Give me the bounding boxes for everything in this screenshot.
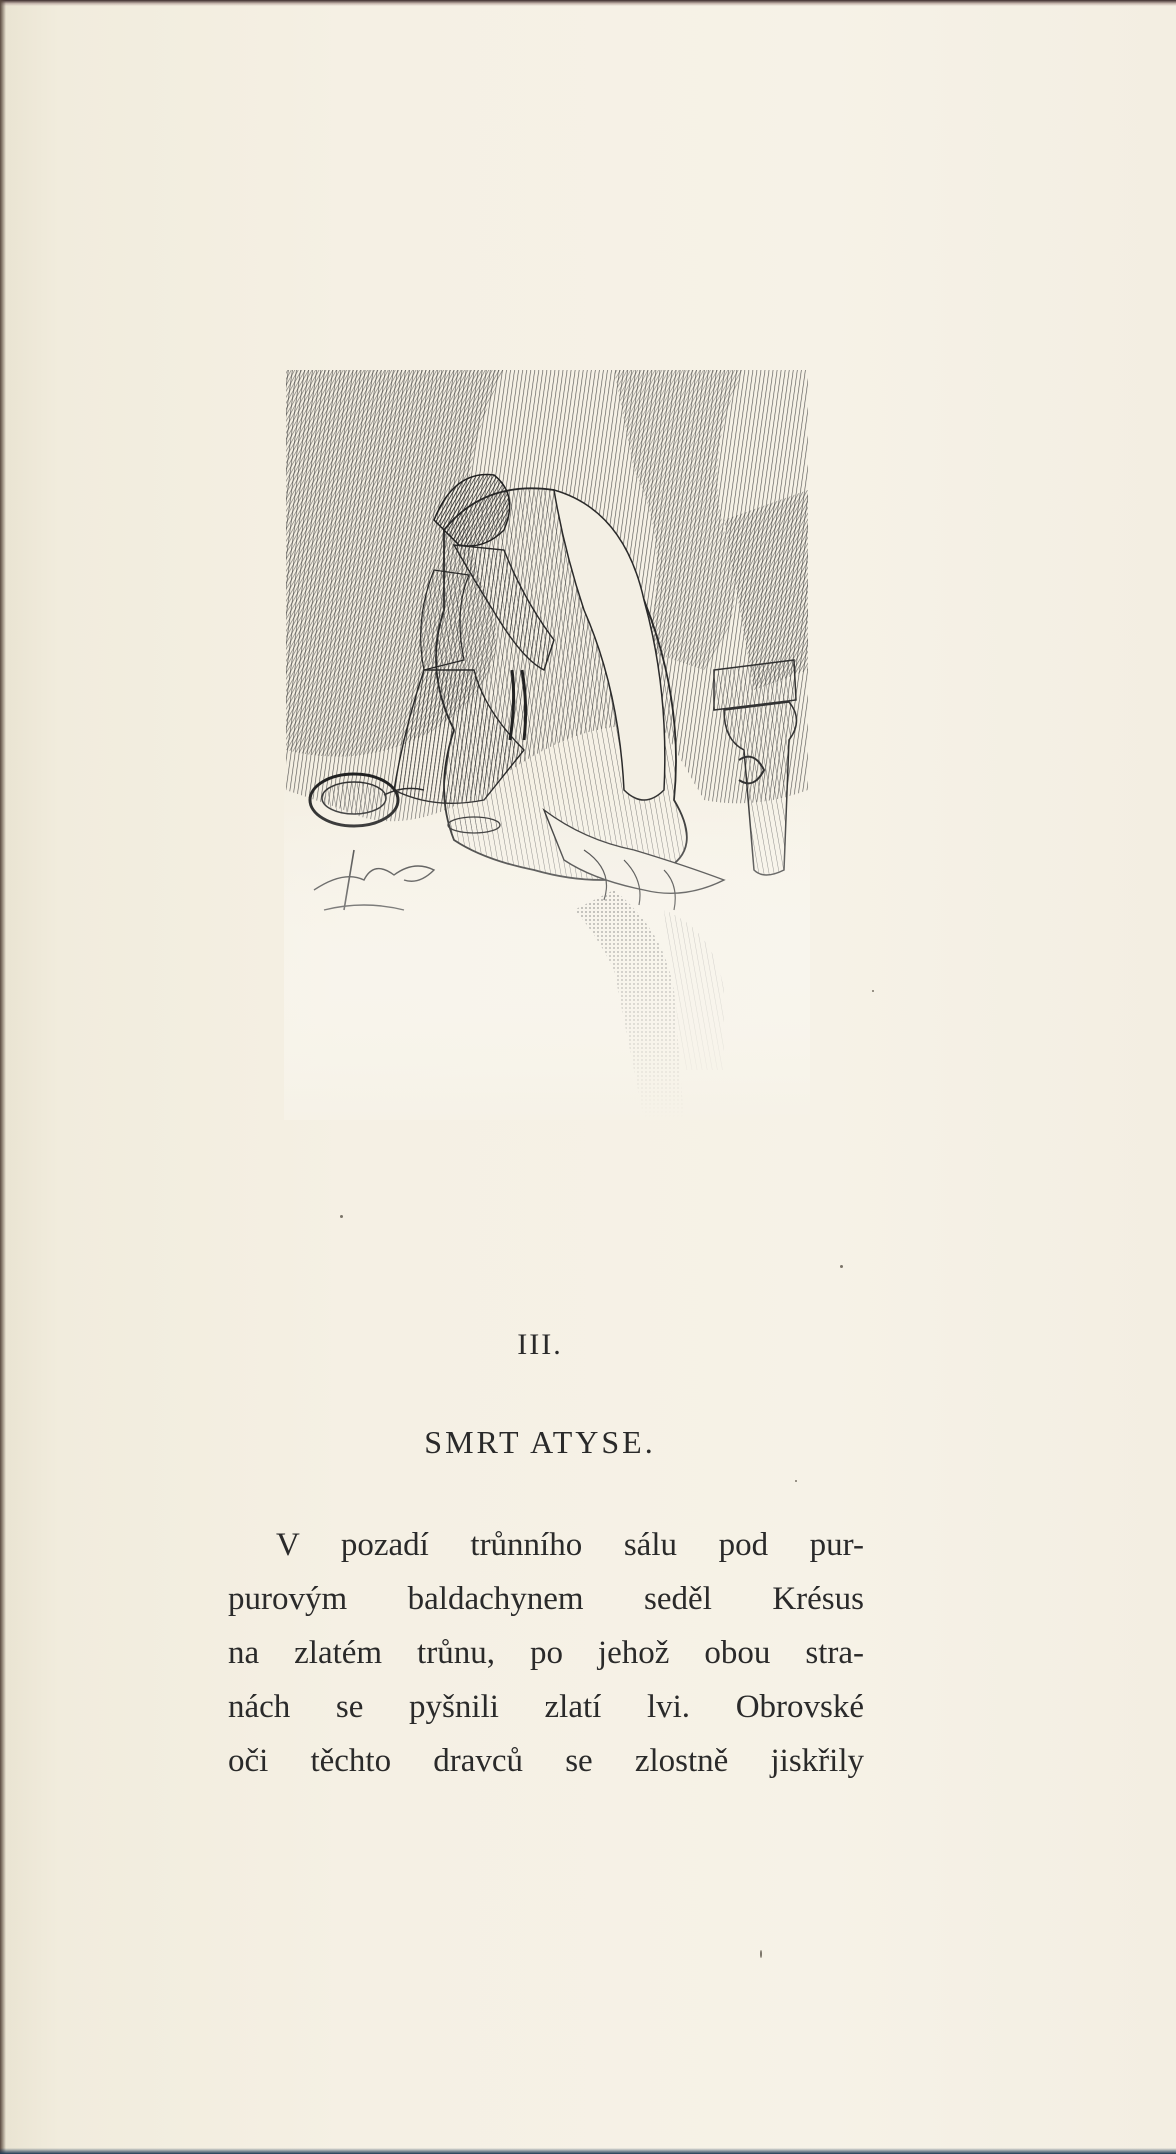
chapter-illustration [284, 370, 810, 1120]
page-edge-top [0, 0, 1176, 6]
grieving-figure-engraving-icon [284, 370, 810, 1120]
paper-speck [340, 1215, 343, 1218]
paper-speck [795, 1480, 797, 1482]
text-line: oči těchto dravců se zlostně jiskřily [228, 1743, 864, 1779]
chapter-body-text [228, 1518, 864, 1788]
text-line: purovým baldachynem seděl Krésus [228, 1581, 864, 1617]
page-edge-left [0, 0, 6, 2154]
paper-speck [840, 1265, 843, 1268]
text-line: nách se pyšnili zlatí lvi. Obrovské [228, 1689, 864, 1725]
chapter-title: SMRT ATYSE. [424, 1424, 656, 1460]
paper-speck [872, 990, 874, 992]
chapter-number: III. [517, 1328, 563, 1361]
text-line: V pozadí trůnního sálu pod pur- [276, 1527, 864, 1563]
paper-speck [760, 1950, 762, 1958]
text-line: na zlatém trůnu, po jehož obou stra- [228, 1635, 864, 1671]
page-edge-bottom [0, 2148, 1176, 2154]
